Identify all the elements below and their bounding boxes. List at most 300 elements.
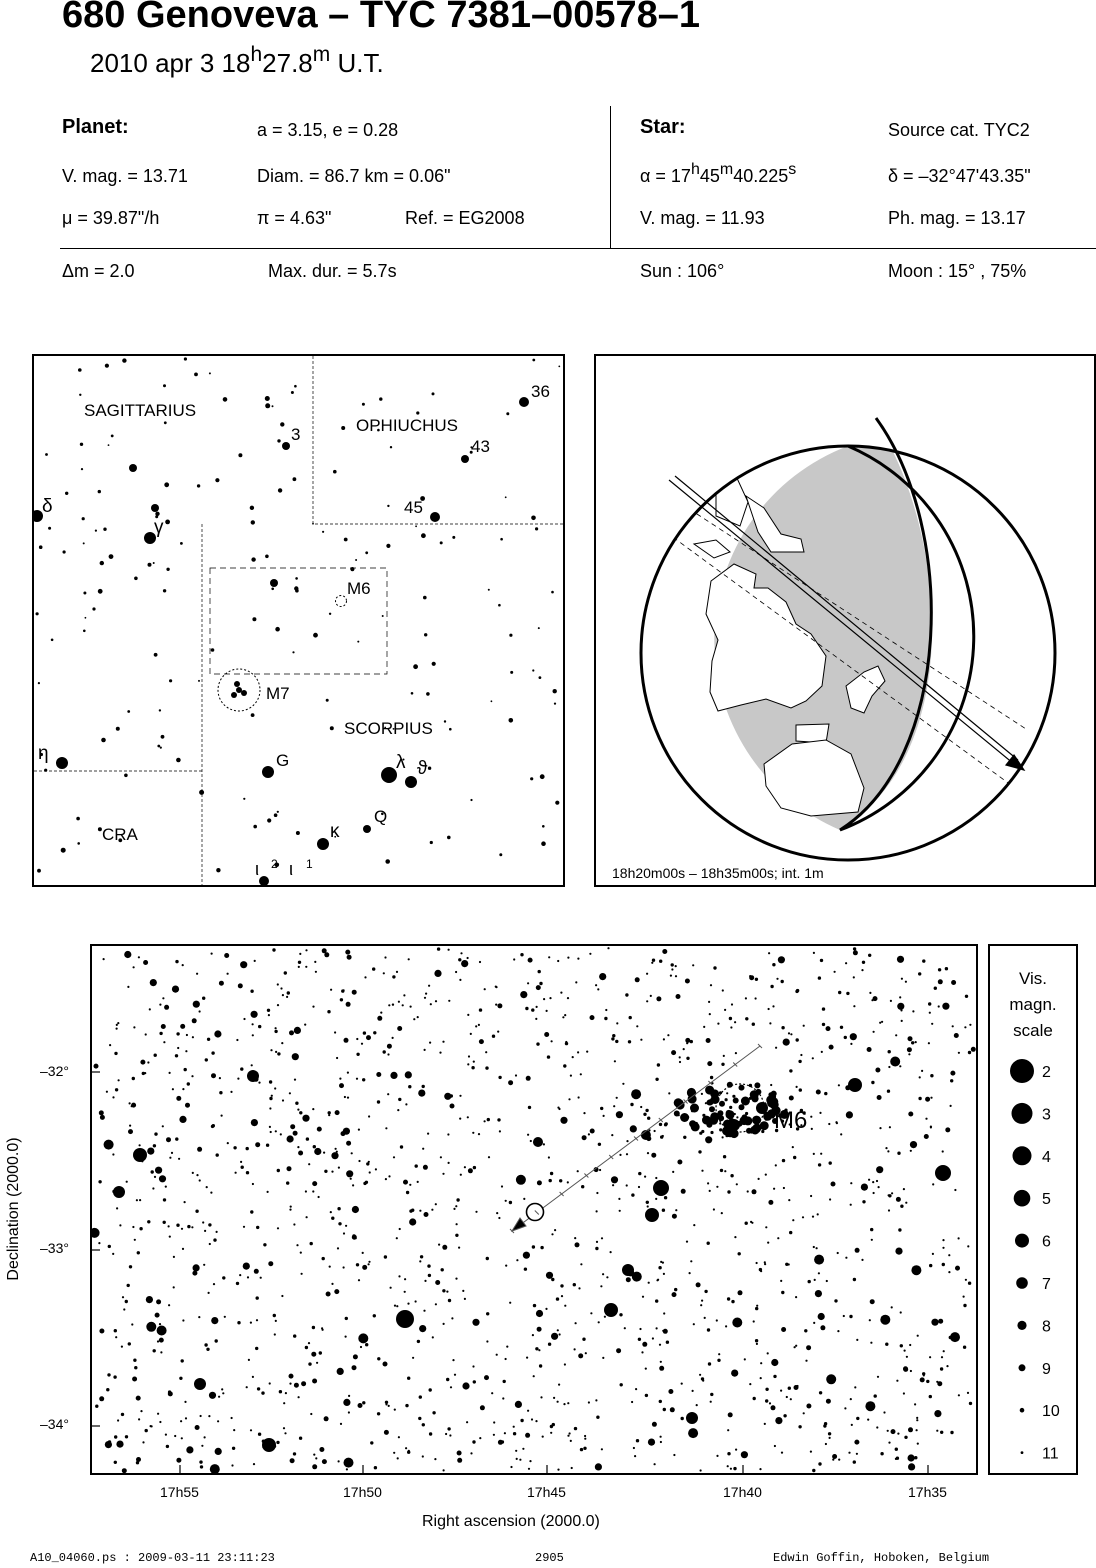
field-star	[818, 976, 821, 979]
field-star	[675, 965, 677, 967]
finder-star	[39, 545, 43, 549]
field-star	[383, 972, 385, 974]
field-star	[708, 1362, 711, 1365]
field-star	[620, 1383, 623, 1386]
field-star	[554, 1229, 556, 1231]
field-star	[383, 1362, 388, 1367]
field-star	[261, 1391, 264, 1394]
field-star	[560, 992, 562, 994]
field-star	[277, 1052, 280, 1055]
finder-star	[313, 633, 318, 638]
field-star	[504, 1432, 506, 1434]
field-star	[222, 1276, 225, 1279]
field-star	[760, 1362, 762, 1364]
field-star	[356, 1263, 359, 1266]
field-star	[415, 1164, 418, 1167]
finder-star	[154, 653, 158, 657]
field-star	[243, 1018, 245, 1020]
field-star	[812, 1216, 814, 1218]
field-star	[749, 975, 754, 980]
field-star	[155, 1313, 160, 1318]
field-star	[550, 1172, 553, 1175]
field-star	[415, 1300, 417, 1302]
finder-star	[277, 439, 280, 442]
field-star	[257, 1387, 260, 1390]
field-star	[270, 1131, 272, 1133]
field-star	[753, 1397, 756, 1400]
field-star	[837, 1252, 839, 1254]
field-star	[319, 1447, 324, 1452]
field-star	[727, 1452, 730, 1455]
field-star	[237, 1321, 240, 1324]
field-star	[151, 1170, 154, 1173]
field-star	[869, 1319, 871, 1321]
field-star	[818, 1462, 821, 1465]
field-star	[816, 1090, 821, 1095]
field-star	[269, 1126, 271, 1128]
x-tick-17h40: 17h40	[723, 1484, 762, 1500]
field-star	[848, 1452, 850, 1454]
field-star	[335, 1148, 337, 1150]
field-star	[771, 1359, 778, 1366]
field-star	[281, 1042, 283, 1044]
finder-star	[215, 478, 219, 482]
field-star	[347, 1097, 349, 1099]
mag-scale-items	[1010, 1059, 1060, 1463]
field-star	[403, 1180, 408, 1185]
label-q: Q	[374, 807, 388, 826]
field-star	[373, 1314, 376, 1317]
field-star	[268, 1261, 273, 1266]
field-star	[377, 1412, 380, 1415]
field-star	[268, 1014, 270, 1016]
field-star	[191, 1075, 193, 1077]
field-star	[917, 1335, 919, 1337]
field-star	[398, 1001, 400, 1003]
field-star	[735, 1052, 737, 1054]
field-star	[525, 1007, 528, 1010]
field-star	[768, 952, 770, 954]
finder-star	[250, 506, 254, 510]
field-star	[98, 1242, 100, 1244]
field-star	[525, 1433, 530, 1438]
finder-star	[447, 836, 451, 840]
field-star	[275, 1320, 277, 1322]
field-star	[398, 1275, 400, 1277]
field-star	[462, 1382, 469, 1389]
field-star	[277, 1004, 279, 1006]
field-star	[282, 994, 284, 996]
field-star	[484, 1120, 486, 1122]
field-star	[224, 1316, 226, 1318]
finder-star	[98, 490, 101, 493]
mag-scale-dot	[1010, 1059, 1034, 1083]
field-star	[900, 1205, 903, 1208]
field-star	[468, 1168, 473, 1173]
field-star	[115, 1088, 118, 1091]
field-star	[616, 1348, 621, 1353]
field-star	[654, 1130, 656, 1132]
field-star	[747, 1190, 749, 1192]
field-star	[906, 1356, 908, 1358]
field-star	[888, 1194, 890, 1196]
field-star	[473, 1061, 475, 1063]
field-star	[540, 1246, 543, 1249]
field-star	[193, 1264, 200, 1271]
field-star	[700, 1304, 702, 1306]
field-star	[117, 1419, 119, 1421]
field-star	[768, 1008, 770, 1010]
field-star	[142, 1441, 144, 1443]
field-star	[192, 1036, 194, 1038]
label-m7: M7	[266, 684, 290, 703]
field-star	[963, 1296, 965, 1298]
field-star	[461, 960, 468, 967]
x-tick-17h35: 17h35	[908, 1484, 947, 1500]
field-star	[448, 949, 450, 951]
finder-star	[155, 512, 159, 516]
field-star	[720, 1169, 723, 1172]
finder-star	[267, 818, 271, 822]
field-star	[181, 1228, 183, 1230]
field-star	[626, 1153, 628, 1155]
field-star	[861, 1259, 863, 1261]
field-star	[467, 957, 469, 959]
field-star	[274, 1030, 277, 1033]
field-star	[446, 1378, 449, 1381]
field-star	[954, 1033, 959, 1038]
field-star	[604, 1303, 618, 1317]
field-star	[745, 1112, 748, 1115]
field-star	[564, 1305, 566, 1307]
header-rule	[60, 248, 1096, 249]
field-star	[251, 1064, 253, 1066]
label-delta: δ	[42, 496, 53, 517]
finder-star	[330, 726, 334, 730]
field-star	[693, 1323, 695, 1325]
field-star	[368, 1261, 370, 1263]
field-star	[969, 1402, 972, 1405]
finder-star	[272, 405, 274, 407]
field-star	[424, 997, 426, 999]
finder-star	[449, 728, 452, 731]
field-star	[239, 1274, 241, 1276]
finder-star	[241, 690, 247, 696]
finder-star	[282, 442, 290, 450]
field-star	[622, 1264, 634, 1276]
field-star	[152, 1187, 154, 1189]
field-star	[703, 1026, 705, 1028]
field-star	[277, 1227, 279, 1229]
field-star	[116, 1207, 118, 1209]
field-star	[869, 992, 871, 994]
finder-star	[381, 767, 397, 783]
finder-star	[363, 825, 371, 833]
field-star	[948, 1254, 950, 1256]
field-star	[865, 1401, 875, 1411]
field-star	[199, 1010, 201, 1012]
field-star	[491, 1392, 493, 1394]
field-star	[368, 1115, 370, 1117]
field-star	[251, 1119, 258, 1126]
field-star	[575, 1242, 580, 1247]
finder-star	[251, 557, 255, 561]
field-star	[772, 963, 775, 966]
finder-star	[262, 766, 274, 778]
field-star	[726, 1092, 728, 1094]
field-star	[310, 1413, 312, 1415]
field-star	[459, 979, 461, 981]
field-star	[186, 1446, 193, 1453]
field-star	[900, 1344, 903, 1347]
finder-star	[265, 555, 269, 559]
field-star	[905, 1202, 907, 1204]
field-star	[301, 1381, 306, 1386]
field-star	[356, 1053, 359, 1056]
field-star	[173, 1256, 175, 1258]
field-star	[607, 947, 609, 949]
field-star	[786, 1396, 788, 1398]
y-tick-34: –34°	[40, 1416, 69, 1432]
field-star	[910, 1370, 912, 1372]
field-star	[513, 1426, 515, 1428]
finder-star	[539, 676, 542, 679]
finder-star	[105, 364, 109, 368]
field-star	[254, 1269, 259, 1274]
field-star	[719, 1101, 725, 1107]
field-star	[816, 1247, 818, 1249]
field-star	[440, 1156, 442, 1158]
field-star	[112, 1153, 114, 1155]
field-star	[948, 1271, 950, 1273]
field-star	[783, 1039, 790, 1046]
field-star	[344, 1458, 354, 1468]
field-star	[396, 1310, 414, 1328]
moon-info: Moon : 15° , 75%	[888, 261, 1027, 281]
field-star	[352, 1234, 355, 1237]
field-star	[568, 1098, 570, 1100]
field-star	[917, 1443, 919, 1445]
field-star	[897, 1152, 900, 1155]
field-star	[821, 1051, 823, 1053]
field-star	[143, 960, 148, 965]
field-star	[305, 1346, 308, 1349]
field-star	[552, 1423, 555, 1426]
field-star	[125, 1435, 128, 1438]
m6-cluster-marker	[336, 596, 347, 607]
field-star	[773, 1188, 775, 1190]
field-star	[907, 1047, 912, 1052]
field-star	[215, 1339, 218, 1342]
field-star	[755, 1339, 758, 1342]
field-star	[363, 1031, 366, 1034]
field-star	[531, 1008, 534, 1011]
field-star	[450, 1094, 453, 1097]
field-star	[289, 1092, 291, 1094]
field-star	[432, 1411, 435, 1414]
field-star	[671, 968, 673, 970]
field-star	[879, 1022, 881, 1024]
field-star	[820, 959, 823, 962]
field-star	[855, 1248, 860, 1253]
field-star	[298, 961, 301, 964]
field-star	[958, 1052, 960, 1054]
field-star	[761, 1130, 764, 1133]
field-star	[904, 1436, 907, 1439]
field-star	[442, 1245, 447, 1250]
field-star	[727, 1190, 730, 1193]
field-star	[772, 1005, 774, 1007]
finder-star	[234, 681, 240, 687]
finder-star	[312, 523, 314, 525]
field-star	[844, 1036, 847, 1039]
field-star	[390, 1287, 392, 1289]
field-star	[341, 989, 344, 992]
field-star	[446, 1291, 448, 1293]
finder-star	[211, 648, 215, 652]
finder-star	[129, 464, 137, 472]
field-star	[487, 1118, 490, 1121]
field-star	[885, 1147, 887, 1149]
field-star	[529, 1460, 531, 1462]
field-star	[186, 1034, 188, 1036]
field-star	[655, 1078, 658, 1081]
field-star	[696, 1282, 701, 1287]
finder-star	[280, 422, 284, 426]
field-star	[699, 1132, 702, 1135]
field-star	[272, 948, 275, 951]
field-star	[660, 1441, 662, 1443]
field-star	[564, 1363, 566, 1365]
field-star	[198, 1316, 200, 1318]
finder-star	[80, 443, 83, 446]
field-star	[595, 984, 597, 986]
field-star	[567, 1181, 569, 1183]
field-star	[716, 1186, 718, 1188]
field-star	[192, 1271, 197, 1276]
field-star	[287, 1166, 292, 1171]
constellation-scorpius: SCORPIUS	[344, 719, 433, 738]
field-star	[663, 1038, 665, 1040]
field-star	[622, 1083, 624, 1085]
field-star	[385, 1127, 387, 1129]
field-star	[294, 1383, 299, 1388]
finder-star	[253, 825, 257, 829]
field-star	[838, 1084, 840, 1086]
field-star	[850, 1204, 852, 1206]
field-star	[675, 1209, 677, 1211]
field-star	[900, 1311, 902, 1313]
field-star	[464, 1298, 466, 1300]
field-star	[574, 1427, 577, 1430]
finder-star	[505, 496, 507, 498]
field-star	[727, 1297, 730, 1300]
finder-star	[38, 682, 40, 684]
field-star	[526, 1357, 528, 1359]
field-star	[819, 1391, 822, 1394]
field-star	[344, 1096, 346, 1098]
field-star	[738, 1290, 743, 1295]
field-star	[895, 1458, 897, 1460]
field-star	[175, 1054, 178, 1057]
finder-star	[333, 470, 337, 474]
field-star	[215, 1448, 222, 1455]
field-star	[686, 1412, 698, 1424]
label-36: 36	[531, 382, 550, 401]
field-star	[435, 1280, 440, 1285]
field-star	[331, 1171, 333, 1173]
field-star	[145, 1033, 147, 1035]
finder-star	[103, 528, 106, 531]
field-star	[180, 1420, 182, 1422]
field-star	[496, 1212, 498, 1214]
field-star	[686, 1241, 688, 1243]
field-star	[727, 1465, 729, 1467]
field-star	[912, 1010, 914, 1012]
field-star	[583, 1112, 585, 1114]
mag-scale-label: 8	[1042, 1318, 1051, 1336]
field-star	[447, 1427, 450, 1430]
field-star	[162, 1125, 164, 1127]
field-star	[219, 981, 224, 986]
field-star	[888, 1442, 890, 1444]
field-star	[274, 1087, 276, 1089]
field-star	[182, 1319, 184, 1321]
field-star	[818, 1313, 825, 1320]
field-star	[192, 1018, 197, 1023]
field-star	[646, 1201, 649, 1204]
field-star	[548, 1156, 550, 1158]
field-star	[845, 962, 847, 964]
field-star	[934, 1410, 941, 1417]
field-star	[399, 1228, 401, 1230]
mag-scale-title: Vis. magn. scale	[1009, 969, 1057, 1040]
field-star	[570, 1440, 572, 1442]
y-tick-33: –33°	[40, 1240, 69, 1256]
field-star	[136, 1457, 141, 1462]
field-star	[145, 1429, 148, 1432]
field-star	[151, 1425, 153, 1427]
field-star	[535, 1018, 537, 1020]
field-star	[450, 1104, 455, 1109]
field-star	[408, 958, 410, 960]
field-star	[455, 1278, 457, 1280]
field-star	[219, 1077, 221, 1079]
field-star	[792, 1146, 794, 1148]
mag-scale-label: 11	[1042, 1445, 1059, 1463]
page-title: 680 Genoveva – TYC 7381–00578–1	[62, 0, 701, 36]
field-star	[428, 1274, 431, 1277]
finder-star	[148, 563, 152, 567]
field-star	[498, 1217, 500, 1219]
mag-scale-label: 6	[1042, 1233, 1051, 1251]
field-star	[505, 1358, 507, 1360]
field-star	[533, 1375, 535, 1377]
field-star	[756, 1343, 758, 1345]
field-star	[871, 1081, 874, 1084]
field-star	[348, 1395, 350, 1397]
field-star	[585, 1352, 587, 1354]
field-star	[293, 1452, 296, 1455]
field-star	[159, 1338, 164, 1343]
field-star	[752, 1023, 755, 1026]
field-star	[708, 1001, 710, 1003]
field-star	[728, 1412, 733, 1417]
field-star	[887, 1090, 890, 1093]
field-star	[422, 1148, 424, 1150]
finder-star	[98, 589, 103, 594]
field-star	[99, 1110, 104, 1115]
